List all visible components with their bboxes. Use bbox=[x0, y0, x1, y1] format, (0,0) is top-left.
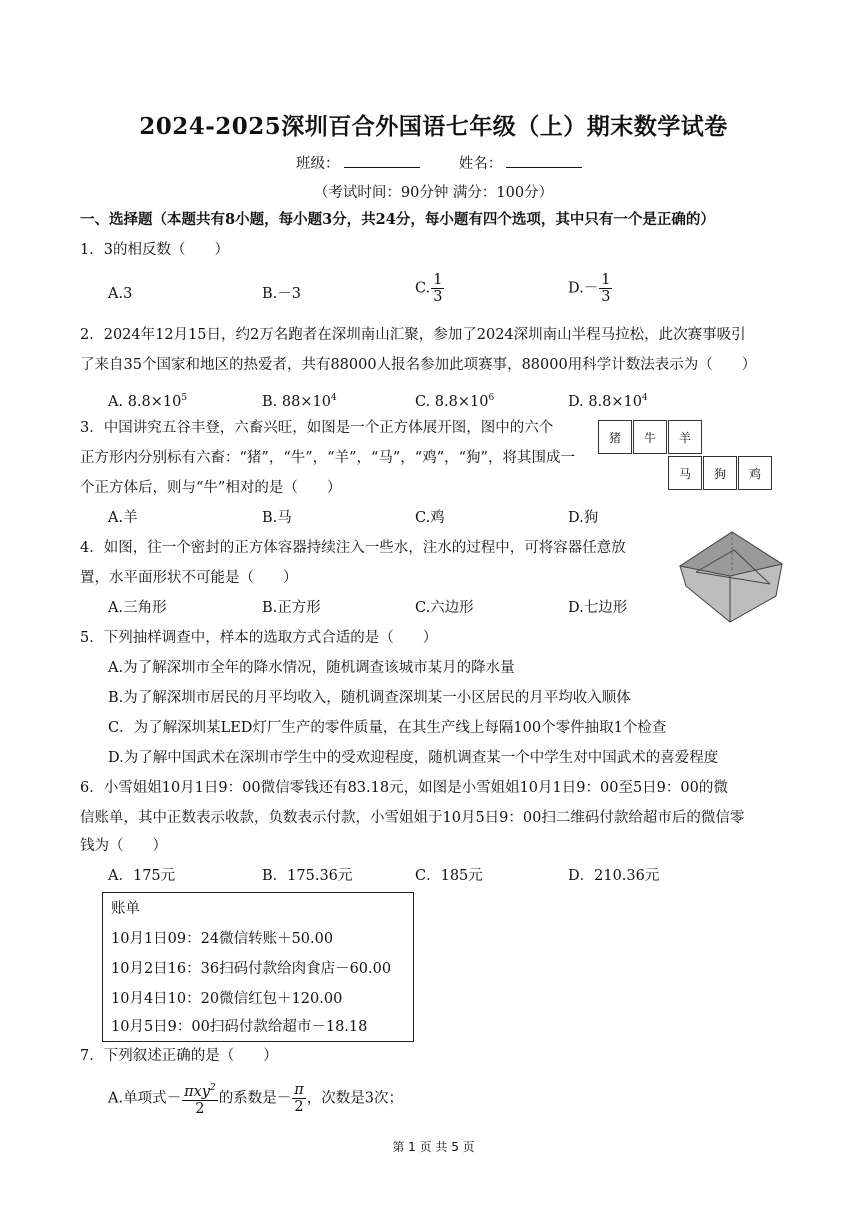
page-title: 2024-2025深圳百合外国语七年级（上）期末数学试卷 bbox=[139, 113, 728, 140]
q3-line2: 正方形内分别标有六畜：“猪”，“牛”，“羊”，“马”，“鸡”，“狗”，将其围成一 bbox=[80, 450, 575, 466]
net-cell-sheep: 羊 bbox=[668, 420, 702, 454]
name-blank[interactable] bbox=[506, 153, 582, 168]
q5-option-c: C．为了解深圳某LED灯厂生产的零件质量，在其生产线上每隔100个零件抽取1个检查 bbox=[108, 720, 667, 736]
q2-line2: 了来自35个国家和地区的热爱者，共有88000人报名参加此项赛事，88000用科学计数法表示为（ ） bbox=[80, 357, 757, 373]
q6-line2: 信账单，其中正数表示收款，负数表示付款，小雪姐姐于10月5日9：00扫二维码付款给超市后的微信零 bbox=[80, 810, 745, 826]
q5-option-b: B.为了解深圳市居民的月平均收入，随机调查深圳某一小区居民的月平均收入顺体 bbox=[108, 690, 631, 706]
q7-a-fraction-2: $\frac{\pi}{2}$ bbox=[294, 1081, 304, 1115]
q7-option-a: A.单项式－ $\frac{\pi xy^2}{2}$ 的系数是－ $\frac{\pi}{2}$ ，次数是3次； bbox=[108, 1081, 403, 1117]
q1-option-a: A.3 bbox=[108, 286, 133, 302]
bill-row: 10月1日09：24微信转账＋50.00 bbox=[111, 931, 334, 947]
water-cube-figure bbox=[672, 524, 792, 624]
q1-option-c: C. $\frac{1}{3}$ bbox=[415, 272, 443, 305]
q3-line3: 个正方体后，则与“牛”相对的是（ ） bbox=[80, 480, 342, 496]
q1-stem: 1．3的相反数（ ） bbox=[80, 242, 229, 258]
q5-option-d: D.为了解中国武术在深圳市学生中的受欢迎程度，随机调查某一个中学生对中国武术的喜爱程度 bbox=[108, 750, 719, 766]
q2-line1: 2．2024年12月15日，约2万名跑者在深圳南山汇聚，参加了2024深圳南山半程马拉松，此次赛事吸引 bbox=[80, 327, 746, 343]
q3-option-a: A.羊 bbox=[108, 510, 138, 526]
q7-stem: 7．下列叙述正确的是（ ） bbox=[80, 1048, 278, 1064]
class-label: 班级： bbox=[296, 156, 340, 172]
q1-d-fraction: $\frac{1}{3}$ bbox=[601, 272, 611, 305]
q4-option-d: D.七边形 bbox=[568, 600, 628, 616]
q6-option-a: A．175元 bbox=[108, 868, 176, 884]
net-cell-horse: 马 bbox=[668, 456, 702, 490]
q3-option-d: D.狗 bbox=[568, 510, 599, 526]
q7-a-fraction: $\frac{\pi xy^2}{2}$ bbox=[182, 1080, 218, 1117]
bill-title: 账单 bbox=[111, 901, 140, 917]
q4-option-c: C.六边形 bbox=[415, 600, 474, 616]
q6-line3: 钱为（ ） bbox=[80, 838, 167, 854]
q5-stem: 5．下列抽样调查中，样本的选取方式合适的是（ ） bbox=[80, 630, 438, 646]
q3-option-b: B.马 bbox=[262, 510, 292, 526]
q6-option-d: D．210.36元 bbox=[568, 868, 660, 884]
q2-option-d: D. $8.8\times 10^4$ bbox=[568, 393, 648, 410]
q3-line1: 3．中国讲究五谷丰登，六畜兴旺，如图是一个正方体展开图，图中的六个 bbox=[80, 420, 554, 436]
net-cell-ox: 牛 bbox=[633, 420, 667, 454]
section-heading: 一、选择题（本题共有8小题，每小题3分，共24分，每小题有四个选项，其中只有一个是正确的） bbox=[80, 211, 715, 228]
q4-line2: 置，水平面形状不可能是（ ） bbox=[80, 570, 298, 586]
class-field bbox=[296, 152, 586, 173]
net-cell-dog: 狗 bbox=[703, 456, 737, 490]
q4-line1: 4．如图，往一个密封的正方体容器持续注入一些水，注水的过程中，可将容器任意放 bbox=[80, 540, 626, 556]
q1-option-d: D.－ $\frac{1}{3}$ bbox=[568, 272, 611, 305]
q6-option-b: B．175.36元 bbox=[262, 868, 353, 884]
q2-option-c: C. $8.8\times 10^6$ bbox=[415, 393, 495, 410]
page-footer: 第 1 页 共 5 页 bbox=[392, 1140, 475, 1154]
q2-option-b: B. $88\times 10^4$ bbox=[262, 393, 337, 410]
bill-row: 10月2日16：36扫码付款给肉食店－60.00 bbox=[111, 961, 392, 977]
exam-info: （考试时间：90分钟 满分：100分） bbox=[313, 185, 554, 201]
q1-c-fraction: $\frac{1}{3}$ bbox=[433, 272, 443, 305]
net-cell-pig: 猪 bbox=[598, 420, 632, 454]
net-cell-rooster: 鸡 bbox=[738, 456, 772, 490]
q5-option-a: A.为了解深圳市全年的降水情况，随机调查该城市某月的降水量 bbox=[108, 660, 515, 676]
bill-row: 10月4日10：20微信红包＋120.00 bbox=[111, 991, 343, 1007]
q4-option-b: B.正方形 bbox=[262, 600, 321, 616]
bill-row: 10月5日9：00扫码付款给超市－18.18 bbox=[111, 1019, 368, 1035]
class-blank[interactable] bbox=[344, 153, 420, 168]
bill-box bbox=[102, 892, 414, 1042]
q4-option-a: A.三角形 bbox=[108, 600, 167, 616]
q6-line1: 6．小雪姐姐10月1日9：00微信零钱还有83.18元，如图是小雪姐姐10月1日9：00至5日9：00的微 bbox=[80, 780, 728, 796]
q1-option-b: B.－3 bbox=[262, 286, 301, 302]
q6-option-c: C．185元 bbox=[415, 868, 483, 884]
q3-option-c: C.鸡 bbox=[415, 510, 445, 526]
q2-option-a: A. $8.8\times 10^5$ bbox=[108, 393, 188, 410]
name-label: 姓名： bbox=[458, 156, 503, 172]
